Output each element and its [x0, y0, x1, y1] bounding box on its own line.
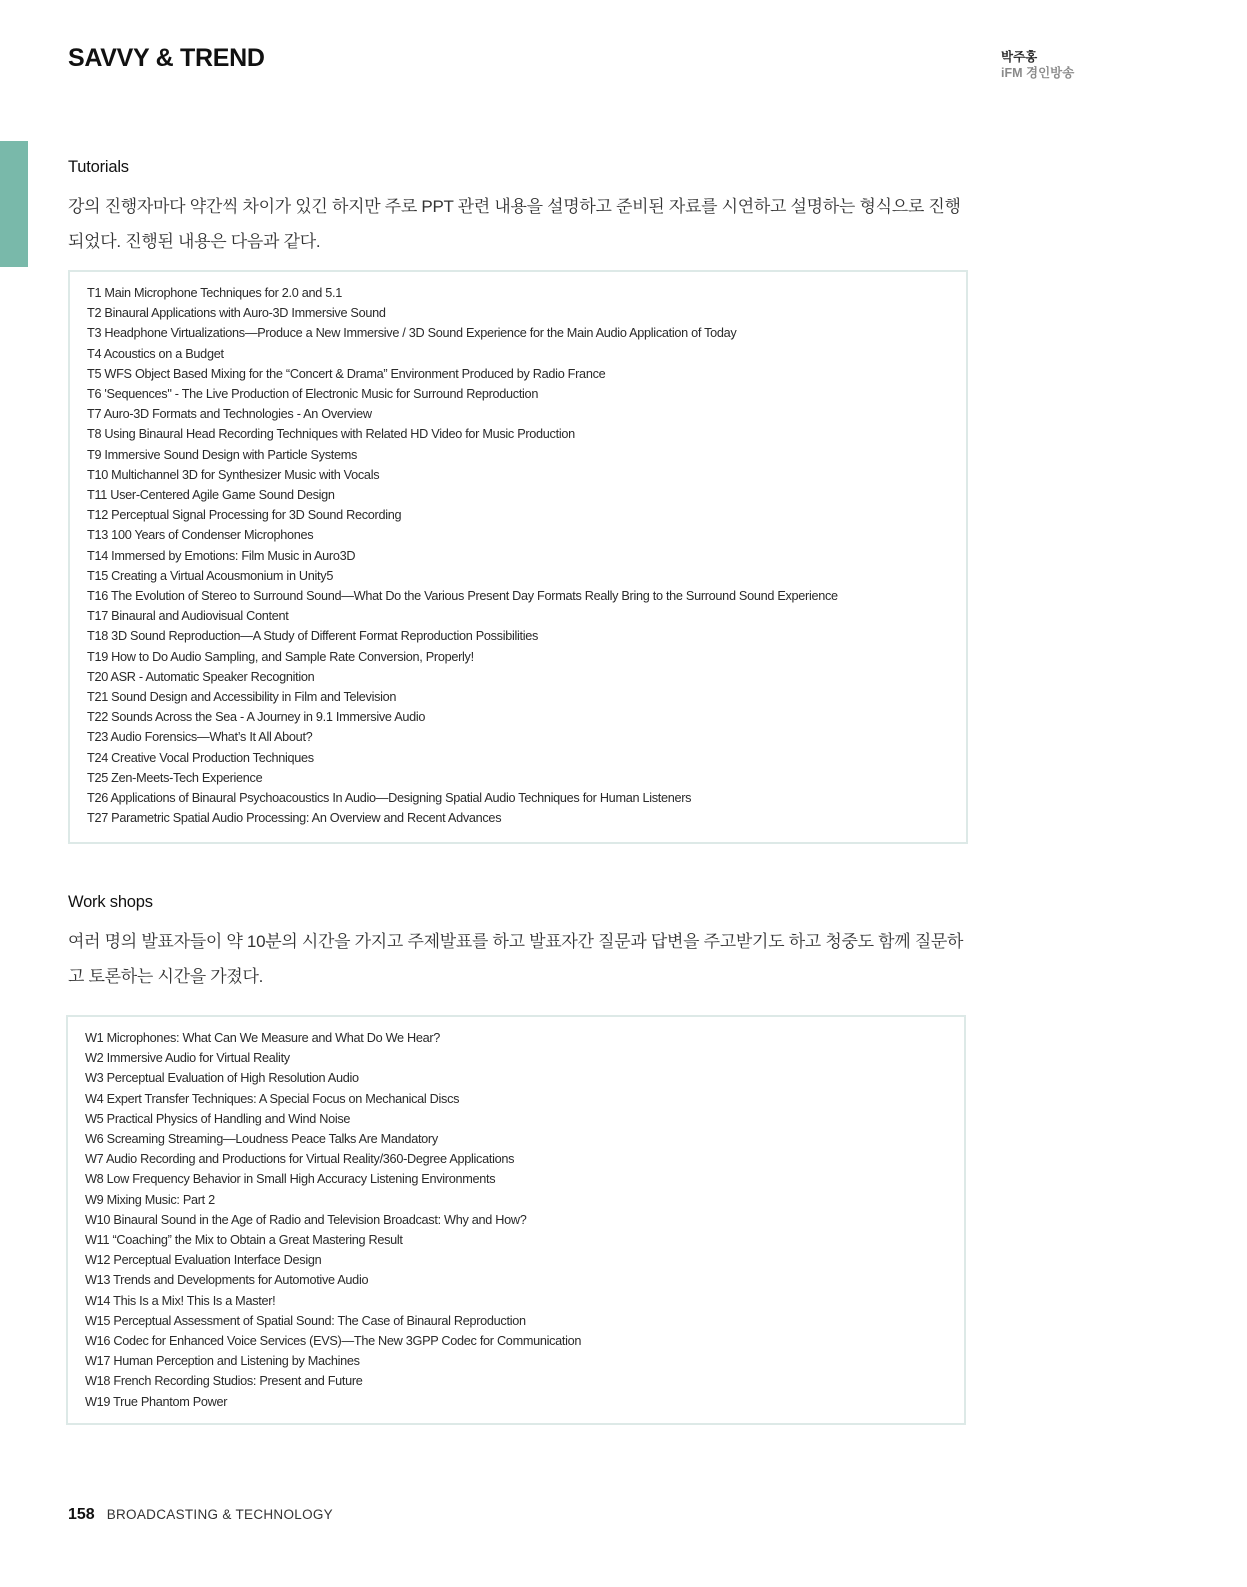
section-title: SAVVY & TREND	[68, 44, 265, 72]
tutorial-item: T25 Zen-Meets-Tech Experience	[87, 770, 263, 785]
tutorial-item: T24 Creative Vocal Production Techniques	[87, 750, 314, 765]
author-block	[1001, 49, 1074, 81]
workshop-item: W19 True Phantom Power	[85, 1394, 228, 1409]
workshop-item: W3 Perceptual Evaluation of High Resolution Audio	[85, 1071, 359, 1086]
publication-name: BROADCASTING & TECHNOLOGY	[106, 1507, 333, 1522]
side-color-tab	[0, 141, 28, 267]
workshops-list	[85, 1028, 946, 1412]
workshops-paragraph: 여러 명의 발표자들이 약 10분의 시간을 가지고 주제발표를 하고 발표자간 질문과 답변을 주고받기도 하고 청중도 함께 질문하고 토론하는 시간을 가졌다.	[68, 932, 964, 986]
workshop-item: W7 Audio Recording and Productions for Virtual Reality/360-Degree Applications	[85, 1152, 515, 1167]
workshop-item: W11 “Coaching” the Mix to Obtain a Great Mastering Result	[85, 1233, 403, 1248]
workshop-item: W10 Binaural Sound in the Age of Radio and Television Broadcast: Why and How?	[85, 1212, 527, 1227]
tutorials-heading: Tutorials	[68, 158, 129, 176]
workshop-item: W12 Perceptual Evaluation Interface Design	[85, 1253, 322, 1268]
tutorial-item: T4 Acoustics on a Budget	[87, 346, 224, 361]
tutorial-item: T7 Auro-3D Formats and Technologies - An Overview	[87, 407, 372, 422]
tutorial-item: T6 'Sequences" - The Live Production of Electronic Music for Surround Reproduction	[87, 387, 539, 402]
tutorial-item: T1 Main Microphone Techniques for 2.0 and 5.1	[87, 286, 342, 300]
tutorials-list-box	[68, 270, 968, 844]
tutorial-item: T18 3D Sound Reproduction—A Study of Different Format Reproduction Possibilities	[87, 629, 539, 644]
workshop-item: W18 French Recording Studios: Present and Future	[85, 1374, 363, 1389]
tutorial-item: T26 Applications of Binaural Psychoacoustics In Audio—Designing Spatial Audio Techniques for Human Listeners	[87, 791, 692, 806]
workshop-item: W5 Practical Physics of Handling and Wind Noise	[85, 1111, 351, 1126]
author-organization: iFM 경인방송	[1001, 66, 1075, 80]
tutorial-item: T2 Binaural Applications with Auro-3D Immersive Sound	[87, 306, 386, 321]
tutorials-paragraph: 강의 진행자마다 약간씩 차이가 있긴 하지만 주로 PPT 관련 내용을 설명하고 준비된 자료를 시연하고 설명하는 형식으로 진행되었다. 진행된 내용은 다음과 같다.	[68, 197, 961, 251]
tutorial-item: T13 100 Years of Condenser Microphones	[87, 528, 314, 543]
tutorial-item: T27 Parametric Spatial Audio Processing: An Overview and Recent Advances	[87, 811, 502, 826]
workshop-item: W15 Perceptual Assessment of Spatial Sound: The Case of Binaural Reproduction	[85, 1313, 526, 1328]
workshop-item: W9 Mixing Music: Part 2	[85, 1192, 215, 1207]
tutorial-item: T9 Immersive Sound Design with Particle Systems	[87, 447, 358, 462]
page-number: 158	[68, 1506, 95, 1523]
workshop-item: W17 Human Perception and Listening by Machines	[85, 1354, 360, 1369]
workshop-item: W8 Low Frequency Behavior in Small High Accuracy Listening Environments	[85, 1172, 496, 1187]
tutorial-item: T19 How to Do Audio Sampling, and Sample Rate Conversion, Properly!	[87, 649, 474, 664]
workshop-item: W2 Immersive Audio for Virtual Reality	[85, 1051, 290, 1066]
workshops-list-box	[66, 1015, 966, 1425]
author-name: 박주홍	[1001, 50, 1038, 64]
tutorial-item: T14 Immersed by Emotions: Film Music in Auro3D	[87, 548, 356, 563]
workshop-item: W14 This Is a Mix! This Is a Master!	[85, 1293, 276, 1308]
tutorial-item: T23 Audio Forensics—What’s It All About?	[87, 730, 313, 745]
tutorial-item: T5 WFS Object Based Mixing for the “Concert & Drama” Environment Produced by Radio France	[87, 366, 606, 381]
workshop-item: W16 Codec for Enhanced Voice Services (EVS)—The New 3GPP Codec for Communication	[85, 1334, 582, 1349]
tutorial-item: T21 Sound Design and Accessibility in Film and Television	[87, 690, 397, 705]
tutorial-item: T3 Headphone Virtualizations—Produce a New Immersive / 3D Sound Experience for the Main Audio Application of Today	[87, 326, 737, 341]
page-footer	[68, 1506, 333, 1524]
workshop-item: W1 Microphones: What Can We Measure and What Do We Hear?	[85, 1031, 441, 1045]
tutorials-list	[87, 283, 948, 828]
workshops-heading: Work shops	[68, 893, 153, 911]
tutorial-item: T11 User-Centered Agile Game Sound Design	[87, 488, 335, 503]
tutorial-item: T12 Perceptual Signal Processing for 3D Sound Recording	[87, 508, 402, 523]
workshop-item: W6 Screaming Streaming—Loudness Peace Talks Are Mandatory	[85, 1132, 438, 1147]
workshop-item: W13 Trends and Developments for Automotive Audio	[85, 1273, 369, 1288]
tutorial-item: T16 The Evolution of Stereo to Surround Sound—What Do the Various Present Day Formats Really Bring to the Surround Sound Experience	[87, 589, 838, 604]
tutorial-item: T17 Binaural and Audiovisual Content	[87, 609, 289, 624]
tutorial-item: T10 Multichannel 3D for Synthesizer Music with Vocals	[87, 467, 380, 482]
workshop-item: W4 Expert Transfer Techniques: A Special Focus on Mechanical Discs	[85, 1091, 460, 1106]
tutorial-item: T20 ASR - Automatic Speaker Recognition	[87, 669, 315, 684]
tutorial-item: T15 Creating a Virtual Acousmonium in Unity5	[87, 568, 334, 583]
tutorial-item: T22 Sounds Across the Sea - A Journey in 9.1 Immersive Audio	[87, 710, 426, 725]
tutorial-item: T8 Using Binaural Head Recording Techniques with Related HD Video for Music Production	[87, 427, 575, 442]
